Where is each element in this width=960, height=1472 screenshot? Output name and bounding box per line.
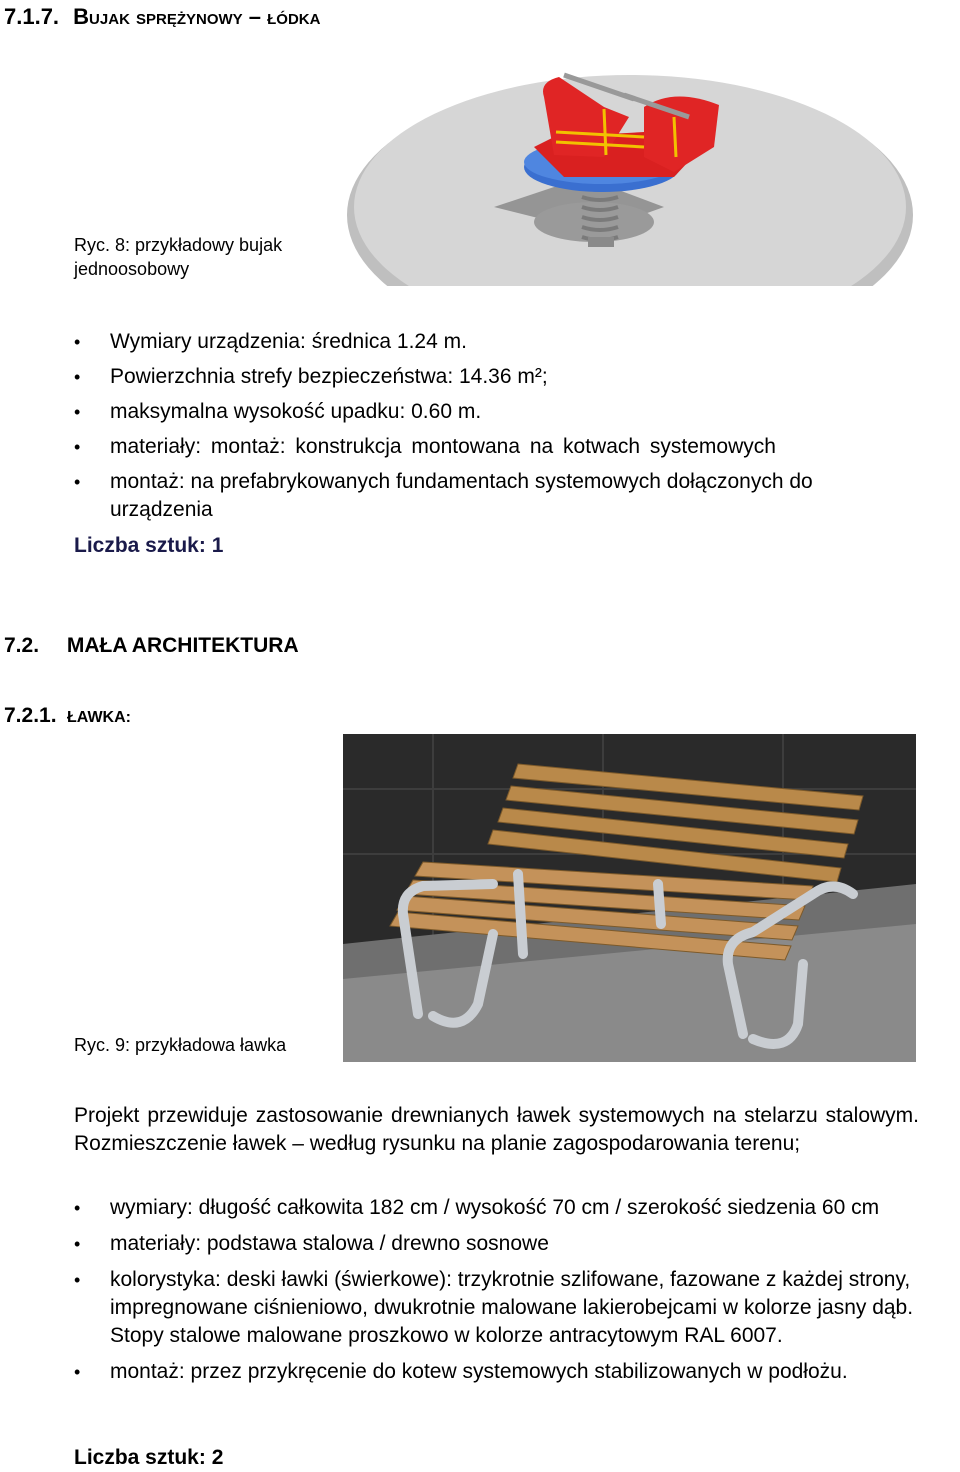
section-heading-lawka — [4, 703, 131, 731]
figure-caption-2: Ryc. 9: przykładowa ławka — [74, 1035, 287, 1055]
list-item: • materiały: podstawa stalowa / drewno sosnowe — [74, 1230, 958, 1258]
section-title: MAŁA ARCHITEKTURA — [66, 634, 299, 657]
section-heading-mala-architektura — [4, 632, 299, 660]
list-item: • montaż: na prefabrykowanych fundamentach systemowych dołączonych do urządzenia — [74, 468, 904, 524]
count-label-2: Liczba sztuk: 2 — [74, 1446, 224, 1469]
bench-image — [343, 734, 916, 1062]
list-item: • materiały: montaż: konstrukcja montowana na kotwach systemowych — [74, 433, 904, 461]
count-label-1: Liczba sztuk: 1 — [74, 534, 224, 557]
list-item: • kolorystyka: deski ławki (świerkowe): trzykrotnie szlifowane, fazowane z każdej strony, impregnowane ciśnieniowo, dwukrotnie malowane lakierobejcami w kolorze jasny dąb. Stopy stalowe malowane proszkowo w kolorze antracytowym RAL 6007. — [74, 1266, 958, 1350]
list-item: • Powierzchnia strefy bezpieczeństwa: 14.36 m²; — [74, 363, 904, 391]
section-number: 7.2. — [4, 634, 40, 657]
list-item: • Wymiary urządzenia: średnica 1.24 m. — [74, 328, 904, 356]
section-number: 7.1.7. — [4, 4, 60, 29]
description-paragraph: Projekt przewiduje zastosowanie drewnianych ławek systemowych na stelarzu stalowym. Rozmieszczenie ławek – według rysunku na planie zagospodarowania terenu; — [74, 1104, 919, 1155]
list-item: • wymiary: długość całkowita 182 cm / wysokość 70 cm / szerokość siedzenia 60 cm — [74, 1194, 958, 1222]
section-heading-bujak — [4, 4, 320, 30]
specs-list-bujak — [74, 328, 904, 524]
figure-bench — [343, 734, 916, 1062]
figure-rocker-boat — [344, 37, 916, 286]
section-number: 7.2.1. — [4, 704, 57, 727]
rocker-boat-image — [344, 37, 916, 286]
section-title: Bujak sprężynowy – łódka — [73, 4, 321, 29]
list-item: • montaż: przez przykręcenie do kotew systemowych stabilizowanych w podłożu. — [74, 1358, 958, 1386]
list-item: • maksymalna wysokość upadku: 0.60 m. — [74, 398, 904, 426]
section-title: ŁAWKA: — [67, 709, 131, 726]
specs-list-lawka — [74, 1194, 958, 1386]
figure-caption-1: Ryc. 8: przykładowy bujak jednoosobowy — [74, 235, 283, 279]
